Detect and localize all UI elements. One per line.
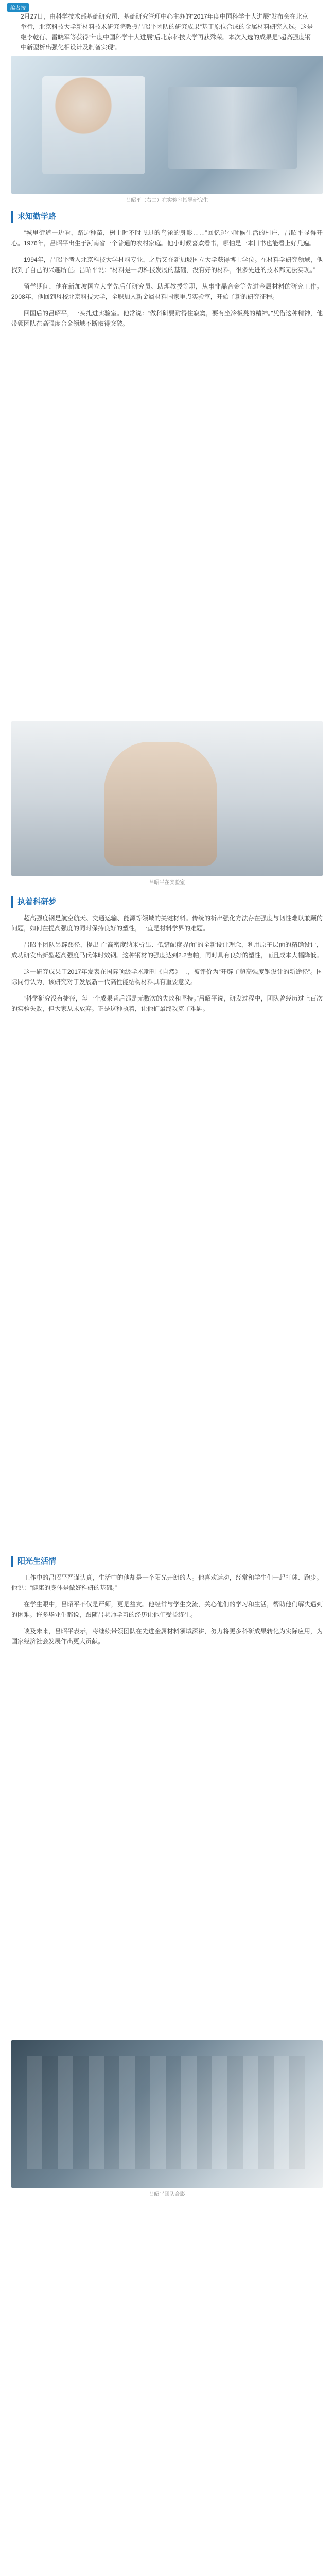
paragraph: 超高强度钢是航空航天、交通运输、能源等领域的关键材料。传统的析出强化方法存在强度与韧性难以兼顾的问题，如何在提高强度的同时保持良好的塑性，一直是材料学界的难题。 (11, 914, 323, 932)
paragraph: 在学生眼中，吕昭平不仅是严师，更是益友。他经常与学生交流，关心他们的学习和生活，帮助他们解决遇到的困难。许多毕业生都说，跟随吕老师学习的经历让他们受益终生。 (11, 1601, 323, 1618)
paragraph: 这一研究成果于2017年发表在国际顶级学术期刊《自然》上，被评价为“开辟了超高强度钢设计的新途径”。国际同行认为，该研究对于发展新一代高性能结构材料具有重要意义。 (11, 968, 323, 986)
intro-text: 2月27日，由科学技术部基础研究司、基础研究管理中心主办的“2017年度中国科学十大进展”发布会在北京举行，北京科技大学新材料技术研究院教授吕昭平团队的研究成果“基于原位合成的金属材料研究入选。这是继李乾行、雷晓军等获得“年度中国科学十大进展”后北京科技大学再获殊荣。本次入选的成果是“超高强度钢中新型析出强化相设计及制备实现”。 (21, 13, 313, 51)
team-photo (11, 2040, 323, 2188)
paragraph: 1994年，吕昭平考入北京科技大学材料专业，之后又在新加坡国立大学获得博士学位。在材料学研究领域，他找到了自己的兴趣所在。吕昭平说：“材料是一切科技发展的基础，没有好的材料，很多先进的技术都无法实现。” (11, 256, 323, 274)
photo-caption-2: 吕昭平在实验室 (149, 880, 185, 886)
paragraph: 留学期间，他在新加坡国立大学先后任研究员、助理教授等职，从事非晶合金等先进金属材料的研究工作。2008年，他回到母校北京科技大学，全职加入新金属材料国家重点实验室，开始了新的研究征程。 (11, 283, 323, 300)
section-3-body (11, 1572, 323, 1653)
section-heading-3: 阳光生活情 (11, 1556, 56, 1567)
paragraph: “城里街道一边看，路边种苗，树上时不时飞过的鸟雀的身影……”回忆起小时候生活的村庄，吕昭平显得开心。1976年，吕昭平出生于河南省一个普通的农村家庭。他小时候喜欢看书，哪怕是一本旧书也能看上好几遍。 (11, 229, 323, 247)
section-2-body (11, 913, 323, 1020)
section-heading-1: 求知勤学路 (11, 211, 56, 223)
lab-photo (11, 56, 323, 194)
photo-caption: 吕昭平（右二）在实验室指导研究生 (126, 198, 208, 204)
paragraph: 谈及未来，吕昭平表示，将继续带领团队在先进金属材料领域深耕，努力将更多科研成果转化为实际应用，为国家经济社会发展作出更大贡献。 (11, 1628, 323, 1645)
paragraph: 回国后的吕昭平，一头扎进实验室。他常说：“做科研要耐得住寂寞，要有坐冷板凳的精神。”凭借这种精神，他带领团队在高强度合金领域不断取得突破。 (11, 310, 323, 327)
photo-caption-3: 吕昭平团队合影 (149, 2192, 185, 2197)
paragraph: “科学研究没有捷径，每一个成果背后都是无数次的失败和坚持。”吕昭平说，研发过程中，团队曾经历过上百次的实验失败，但大家从未放弃。正是这种执着，让他们最终攻克了难题。 (11, 995, 323, 1012)
section-heading-2: 执着科研梦 (11, 896, 56, 908)
paragraph: 工作中的吕昭平严谨认真，生活中的他却是一个阳光开朗的人。他喜欢运动，经常和学生们一起打球、跑步。他说：“健康的身体是做好科研的基础。” (11, 1574, 323, 1591)
editor-note-tag: 编者按 (7, 3, 29, 12)
section-1-body (11, 228, 323, 335)
paragraph: 吕昭平团队另辟蹊径，提出了“高密度纳米析出、低错配度界面”的全新设计理念，利用原子层面的精确设计，成功研发出新型超高强度马氏体时效钢。这种钢材的强度达到2.2吉帕，同时具有良好的塑性，而且成本大幅降低。 (11, 941, 323, 959)
portrait-photo (11, 721, 323, 876)
